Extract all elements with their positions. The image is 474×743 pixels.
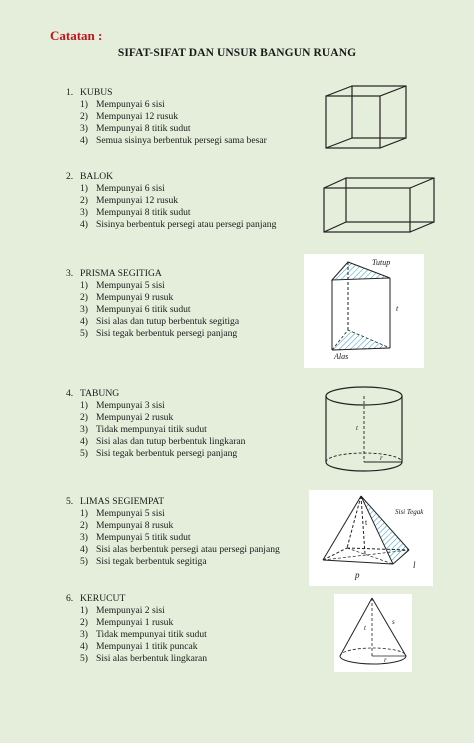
list-item xyxy=(80,653,207,665)
section-number: 1. xyxy=(66,87,74,98)
list-item xyxy=(80,304,239,316)
item-number: 1) xyxy=(80,605,88,616)
property-list xyxy=(66,280,239,340)
item-number: 4) xyxy=(80,316,88,327)
item-number: 2) xyxy=(80,195,88,206)
item-number: 1) xyxy=(80,400,88,411)
item-text: Sisi tegak berbentuk persegi panjang xyxy=(96,328,238,339)
item-text: Mempunyai 5 titik sudut xyxy=(96,532,191,543)
list-item xyxy=(80,400,245,412)
section-prisma-segitiga xyxy=(66,268,239,340)
section-name: TABUNG xyxy=(80,388,120,399)
list-item xyxy=(80,316,239,328)
property-list xyxy=(66,605,207,665)
item-text: Sisi tegak berbentuk persegi panjang xyxy=(96,448,238,459)
list-item xyxy=(80,207,276,219)
item-text: Sisi alas berbentuk persegi atau persegi panjang xyxy=(96,544,280,555)
list-item xyxy=(80,436,245,448)
item-text: Mempunyai 5 sisi xyxy=(96,508,165,519)
label-alas: Alas xyxy=(334,352,349,361)
list-item xyxy=(80,617,207,629)
item-number: 1) xyxy=(80,280,88,291)
item-number: 3) xyxy=(80,123,88,134)
item-number: 2) xyxy=(80,520,88,531)
label-sisi-tegak: Sisi Tegak xyxy=(395,508,424,516)
label-r: r xyxy=(384,656,387,664)
item-number: 3) xyxy=(80,304,88,315)
property-list xyxy=(66,400,245,460)
section-tabung xyxy=(66,388,245,460)
list-item xyxy=(80,135,267,147)
cylinder-figure xyxy=(322,384,406,476)
list-item xyxy=(80,520,280,532)
item-number: 3) xyxy=(80,532,88,543)
label-tutup: Tutup xyxy=(372,258,391,267)
item-text: Tidak mempunyai titik sudut xyxy=(96,629,207,640)
list-item xyxy=(80,183,276,195)
label-t: t xyxy=(396,304,399,313)
property-list xyxy=(66,99,267,147)
item-text: Mempunyai 8 titik sudut xyxy=(96,123,191,134)
property-list xyxy=(66,183,276,231)
section-number: 2. xyxy=(66,171,74,182)
item-text: Mempunyai 6 sisi xyxy=(96,99,165,110)
item-text: Sisi alas dan tutup berbentuk lingkaran xyxy=(96,436,246,447)
item-number: 1) xyxy=(80,183,88,194)
section-name: KUBUS xyxy=(80,87,113,98)
item-text: Mempunyai 12 rusuk xyxy=(96,111,179,122)
item-text: Mempunyai 1 rusuk xyxy=(96,617,174,628)
item-text: Mempunyai 6 sisi xyxy=(96,183,165,194)
item-text: Mempunyai 9 rusuk xyxy=(96,292,174,303)
section-balok xyxy=(66,171,276,231)
note-label: Catatan : xyxy=(50,28,103,43)
list-item xyxy=(80,123,267,135)
section-name: LIMAS SEGIEMPAT xyxy=(80,496,165,507)
cone-figure xyxy=(334,594,412,672)
section-number: 4. xyxy=(66,388,74,399)
label-t: t xyxy=(364,624,366,632)
item-number: 4) xyxy=(80,544,88,555)
section-name: BALOK xyxy=(80,171,114,182)
item-number: 2) xyxy=(80,292,88,303)
section-number: 5. xyxy=(66,496,74,507)
label-t: t xyxy=(365,518,368,527)
pyramid-figure xyxy=(309,490,433,586)
section-kerucut xyxy=(66,593,207,665)
label-s: s xyxy=(392,618,395,626)
section-number: 6. xyxy=(66,593,74,604)
item-text: Mempunyai 2 rusuk xyxy=(96,412,174,423)
item-number: 2) xyxy=(80,111,88,122)
item-number: 4) xyxy=(80,219,88,230)
list-item xyxy=(80,544,280,556)
list-item xyxy=(80,99,267,111)
item-number: 3) xyxy=(80,207,88,218)
item-number: 5) xyxy=(80,448,88,459)
section-name: PRISMA SEGITIGA xyxy=(80,268,162,279)
item-number: 2) xyxy=(80,617,88,628)
item-number: 1) xyxy=(80,508,88,519)
item-text: Sisi tegak berbentuk segitiga xyxy=(96,556,207,567)
item-number: 3) xyxy=(80,424,88,435)
item-text: Mempunyai 3 sisi xyxy=(96,400,165,411)
list-item xyxy=(80,195,276,207)
cube-figure xyxy=(320,82,412,152)
item-number: 5) xyxy=(80,556,88,567)
item-text: Semua sisinya berbentuk persegi sama besar xyxy=(96,135,267,146)
item-number: 1) xyxy=(80,99,88,110)
section-name: KERUCUT xyxy=(80,593,126,604)
list-item xyxy=(80,412,245,424)
label-p: p xyxy=(355,570,360,580)
list-item xyxy=(80,292,239,304)
item-number: 2) xyxy=(80,412,88,423)
page-title: SIFAT-SIFAT DAN UNSUR BANGUN RUANG xyxy=(117,47,357,59)
item-number: 5) xyxy=(80,328,88,339)
item-number: 4) xyxy=(80,135,88,146)
section-kubus xyxy=(66,87,267,147)
list-item xyxy=(80,641,207,653)
item-text: Mempunyai 12 rusuk xyxy=(96,195,179,206)
item-number: 3) xyxy=(80,629,88,640)
item-number: 4) xyxy=(80,436,88,447)
property-list xyxy=(66,508,280,568)
list-item xyxy=(80,508,280,520)
list-item xyxy=(80,448,245,460)
item-text: Mempunyai 1 titik puncak xyxy=(96,641,198,652)
item-text: Mempunyai 5 sisi xyxy=(96,280,165,291)
label-t: t xyxy=(356,424,358,432)
item-text: Sisi alas berbentuk lingkaran xyxy=(96,653,208,664)
item-number: 5) xyxy=(80,653,88,664)
list-item xyxy=(80,424,245,436)
item-text: Sisinya berbentuk persegi atau persegi panjang xyxy=(96,219,277,230)
item-text: Mempunyai 6 titik sudut xyxy=(96,304,191,315)
item-text: Tidak mempunyai titik sudut xyxy=(96,424,207,435)
item-text: Mempunyai 8 titik sudut xyxy=(96,207,191,218)
item-text: Mempunyai 2 sisi xyxy=(96,605,165,616)
item-number: 4) xyxy=(80,641,88,652)
section-limas-segiempat xyxy=(66,496,280,568)
prism-figure xyxy=(304,254,424,368)
section-number: 3. xyxy=(66,268,74,279)
label-r: r xyxy=(380,454,383,462)
list-item xyxy=(80,532,280,544)
item-text: Mempunyai 8 rusuk xyxy=(96,520,174,531)
cuboid-figure xyxy=(318,174,440,236)
list-item xyxy=(80,629,207,641)
list-item xyxy=(80,556,280,568)
list-item xyxy=(80,219,276,231)
list-item xyxy=(80,328,239,340)
item-text: Sisi alas dan tutup berbentuk segitiga xyxy=(96,316,240,327)
list-item xyxy=(80,111,267,123)
list-item xyxy=(80,280,239,292)
list-item xyxy=(80,605,207,617)
label-l: l xyxy=(413,560,416,570)
